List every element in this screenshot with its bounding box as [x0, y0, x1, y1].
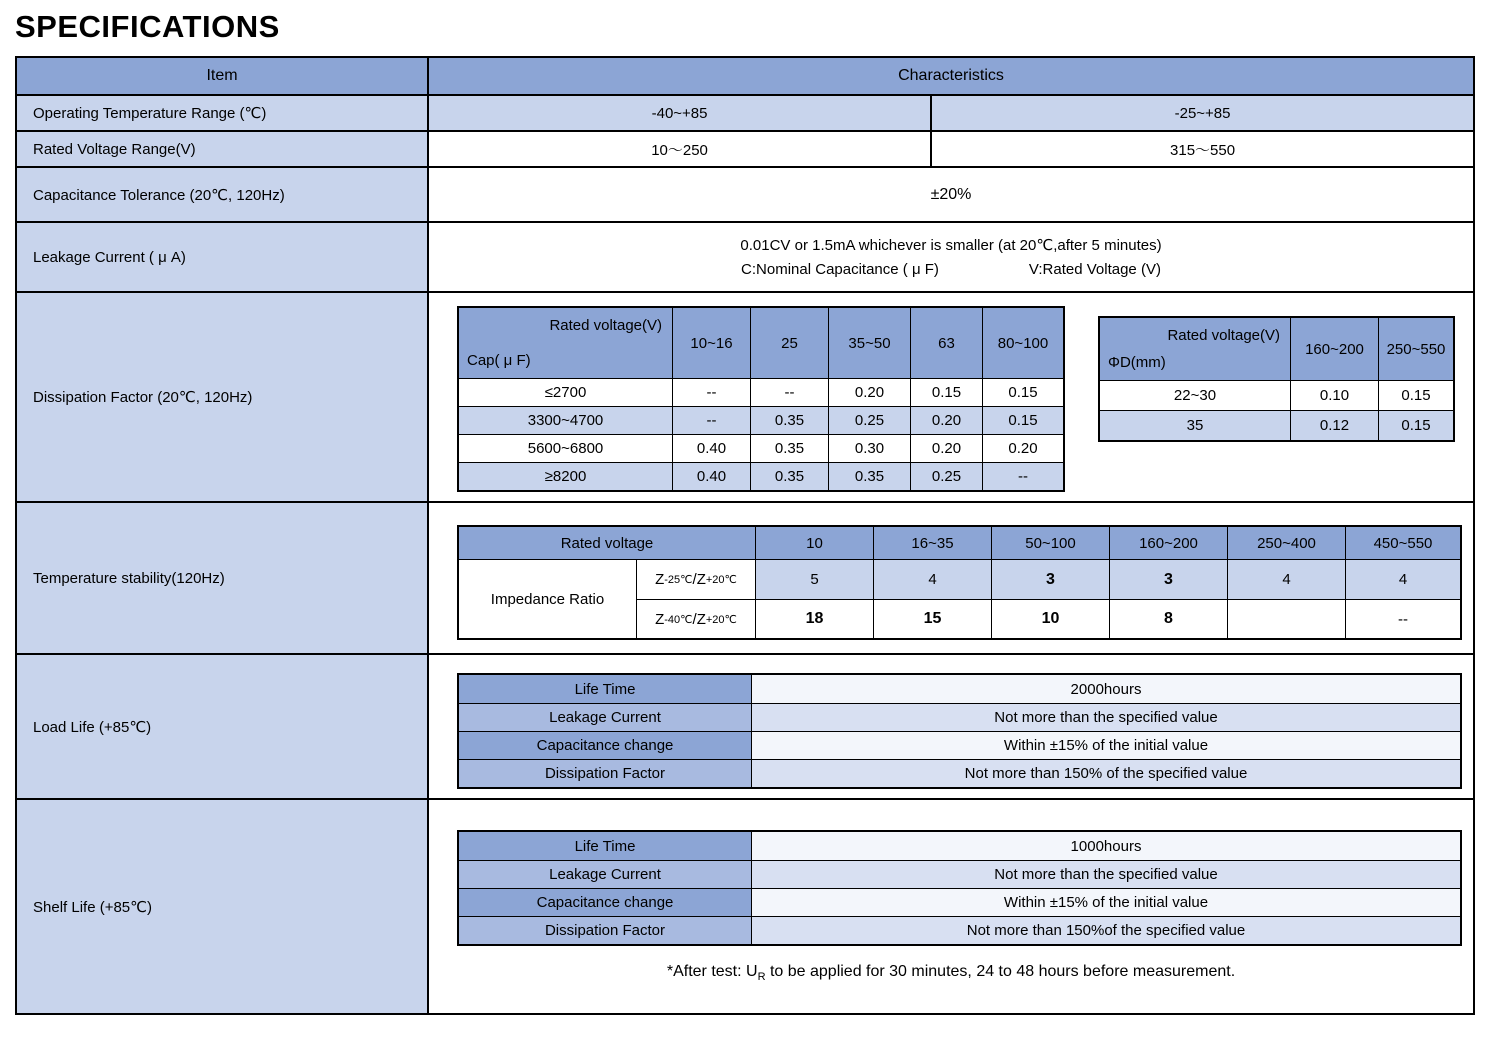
df-value: 0.15: [910, 379, 982, 406]
df-corner-rated-voltage-label: Rated voltage(V): [549, 317, 662, 334]
ts-col-header: 10: [755, 527, 873, 559]
rated-voltage-range-high: 315～550: [930, 132, 1473, 166]
df2-corner-diameter-label: ΦD(mm): [1108, 354, 1166, 371]
df2-value: 0.12: [1290, 411, 1378, 440]
load-life-row: [459, 731, 1460, 759]
ts-value: --: [1345, 600, 1460, 638]
df-value: 0.25: [828, 407, 910, 434]
ll-row-value: Within ±15% of the initial value: [752, 732, 1460, 759]
sl-row-label: Life Time: [459, 832, 752, 860]
df-value: 0.35: [750, 435, 828, 462]
ts-value: 3: [991, 560, 1109, 599]
ts-col-header: 450~550: [1345, 527, 1460, 559]
df-col-header: 80~100: [982, 308, 1063, 378]
label-capacitance-tolerance: Capacitance Tolerance (20℃, 120Hz): [17, 168, 429, 221]
df-row: [459, 406, 1063, 434]
df-value: 0.35: [750, 407, 828, 434]
df-value: 0.20: [910, 407, 982, 434]
ts-value: 8: [1109, 600, 1227, 638]
operating-temperature-range-low: -40~+85: [429, 96, 930, 130]
df-value: 0.20: [910, 435, 982, 462]
ts-col-header: 160~200: [1109, 527, 1227, 559]
label-shelf-life: Shelf Life (+85℃): [17, 800, 429, 1013]
shelf-life-row: [459, 888, 1460, 916]
df-col-header: 35~50: [828, 308, 910, 378]
sl-row-label: Leakage Current: [459, 861, 752, 888]
after-test-note: *After test: $U_R$ to be applied for 30 minutes, 24 to 48 hours before measurement.: [666, 963, 1236, 984]
df-value: --: [672, 379, 750, 406]
ll-row-label: Life Time: [459, 675, 752, 703]
column-header-item: Item: [17, 58, 429, 94]
ts-z-ratio-label: Z -40℃ /Z +20℃: [637, 600, 755, 638]
df-corner-cap-label: Cap( μ F): [467, 352, 531, 369]
df2-value: 0.15: [1378, 411, 1453, 440]
operating-temperature-range-high: -25~+85: [930, 96, 1473, 130]
row-operating-temperature: [17, 94, 1473, 130]
ll-row-label: Leakage Current: [459, 704, 752, 731]
df-value: 0.15: [982, 407, 1063, 434]
df-value: 0.20: [982, 435, 1063, 462]
row-dissipation-factor: [17, 291, 1473, 501]
df2-diameter-range: 35: [1186, 417, 1204, 434]
df-cap-range: 3300~4700: [527, 412, 604, 429]
df-col-header: 25: [750, 308, 828, 378]
ts-value: 4: [1345, 560, 1460, 599]
row-temperature-stability: [17, 501, 1473, 653]
dissipation-table-by-diameter: [1098, 316, 1455, 442]
sl-row-label: Dissipation Factor: [459, 917, 752, 944]
row-leakage-current: [17, 221, 1473, 291]
temperature-stability-table: [457, 525, 1462, 640]
df-value: 0.40: [672, 463, 750, 490]
ll-row-value: Not more than the specified value: [752, 704, 1460, 731]
df2-corner-rated-voltage-label: Rated voltage(V): [1167, 327, 1280, 344]
ts-value: [1227, 600, 1345, 638]
row-shelf-life: [17, 798, 1473, 1013]
ts-value: 18: [755, 600, 873, 638]
df-value: 0.35: [750, 463, 828, 490]
sl-row-label: Capacitance change: [459, 889, 752, 916]
label-operating-temperature: Operating Temperature Range (℃): [17, 96, 429, 130]
df-corner-cell: [459, 308, 672, 378]
df-row: [459, 434, 1063, 462]
page-title: SPECIFICATIONS: [15, 9, 280, 44]
sl-row-value: Not more than 150%of the specified value: [752, 917, 1460, 944]
df2-value: 0.15: [1378, 381, 1453, 410]
df-cap-range: ≥8200: [544, 468, 587, 485]
df2-row: [1100, 410, 1453, 440]
df-col-header: 63: [910, 308, 982, 378]
specifications-table: [15, 56, 1475, 1015]
label-temperature-stability: Temperature stability(120Hz): [17, 503, 429, 653]
ts-value: 4: [873, 560, 991, 599]
ll-row-value: 2000hours: [752, 675, 1460, 703]
sl-row-value: Within ±15% of the initial value: [752, 889, 1460, 916]
df-value: 0.30: [828, 435, 910, 462]
dissipation-table-by-capacitance: [457, 306, 1065, 492]
df-value: 0.25: [910, 463, 982, 490]
df-value: --: [982, 463, 1063, 490]
row-load-life: [17, 653, 1473, 798]
ll-row-label: Dissipation Factor: [459, 760, 752, 787]
leakage-c-definition: C:Nominal Capacitance ( μ F): [741, 261, 939, 278]
df2-col-header: 160~200: [1290, 318, 1378, 380]
ts-value: 5: [755, 560, 873, 599]
df2-diameter-range: 22~30: [1173, 387, 1217, 404]
df-value: 0.20: [828, 379, 910, 406]
table-header-row: [17, 58, 1473, 94]
load-life-row: [459, 675, 1460, 703]
df-value: 0.35: [828, 463, 910, 490]
label-rated-voltage: Rated Voltage Range(V): [17, 132, 429, 166]
df2-corner-cell: [1100, 318, 1290, 380]
shelf-life-row: [459, 832, 1460, 860]
row-capacitance-tolerance: [17, 166, 1473, 221]
leakage-v-definition: V:Rated Voltage (V): [1028, 261, 1161, 278]
sl-row-value: Not more than the specified value: [752, 861, 1460, 888]
load-life-table: [457, 673, 1462, 789]
ts-value: 3: [1109, 560, 1227, 599]
leakage-formula: 0.01CV or 1.5mA whichever is smaller (at 20℃,after 5 minutes): [740, 237, 1162, 254]
df-cap-range: 5600~6800: [527, 440, 604, 457]
ts-col-header: 250~400: [1227, 527, 1345, 559]
ts-row-z-minus-25: [637, 560, 1460, 599]
sl-row-value: 1000hours: [752, 832, 1460, 860]
df-value: 0.40: [672, 435, 750, 462]
ts-rated-voltage-header: Rated voltage: [560, 534, 654, 552]
load-life-row: [459, 703, 1460, 731]
shelf-life-row: [459, 916, 1460, 944]
df-cap-range: ≤2700: [544, 384, 587, 401]
df-row: [459, 378, 1063, 406]
df-col-header: 10~16: [672, 308, 750, 378]
df-value: --: [750, 379, 828, 406]
ts-col-header: 16~35: [873, 527, 991, 559]
df2-col-header: 250~550: [1378, 318, 1453, 380]
load-life-row: [459, 759, 1460, 787]
ll-row-value: Not more than 150% of the specified value: [752, 760, 1460, 787]
rated-voltage-range-low: 10～250: [651, 141, 708, 159]
shelf-life-table: [457, 830, 1462, 946]
df2-row: [1100, 380, 1453, 410]
df-value: --: [672, 407, 750, 434]
ts-impedance-ratio-label: Impedance Ratio: [459, 560, 637, 638]
row-rated-voltage: [17, 130, 1473, 166]
ll-row-label: Capacitance change: [459, 732, 752, 759]
ts-value: 10: [991, 600, 1109, 638]
label-dissipation-factor: Dissipation Factor (20℃, 120Hz): [17, 293, 429, 501]
ts-row-z-minus-40: [637, 599, 1460, 638]
ts-z-ratio-label: Z -25℃ /Z +20℃: [637, 560, 755, 599]
df2-value: 0.10: [1290, 381, 1378, 410]
label-load-life: Load Life (+85℃): [17, 655, 429, 798]
capacitance-tolerance-value: ±20%: [429, 168, 1473, 221]
df-value: 0.15: [982, 379, 1063, 406]
ts-value: 4: [1227, 560, 1345, 599]
ts-value: 15: [873, 600, 991, 638]
column-header-characteristics: Characteristics: [429, 58, 1473, 94]
ts-col-header: 50~100: [991, 527, 1109, 559]
shelf-life-row: [459, 860, 1460, 888]
df-row: [459, 462, 1063, 490]
label-leakage-current: Leakage Current ( μ A): [17, 223, 429, 291]
